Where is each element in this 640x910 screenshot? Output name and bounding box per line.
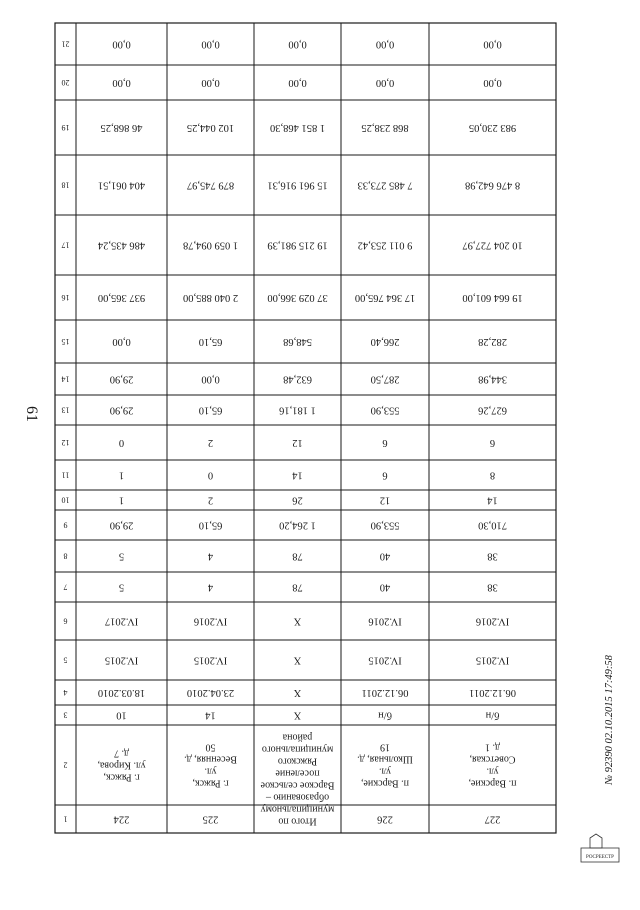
column-number-2: 2: [63, 760, 68, 770]
cell-r2-c1: 225: [202, 813, 219, 825]
cell-r5-c2: [468, 742, 516, 789]
cell-r3-c15: 548,68: [283, 336, 312, 347]
cell-r3-c19: 1 851 468,30: [269, 122, 326, 133]
cell-r4-c3: б/н: [378, 709, 392, 721]
cell-r5-c13: 627,26: [478, 404, 507, 416]
cell-r5-c2-line: Советская,: [469, 753, 516, 765]
column-number-13: 13: [61, 405, 70, 415]
column-number-15: 15: [61, 337, 70, 346]
cell-r4-c11: 6: [382, 469, 388, 481]
column-number-7: 7: [63, 582, 68, 592]
column-number-14: 14: [61, 374, 70, 384]
logo-text: РОСРЕЕСТР: [586, 855, 614, 860]
cell-r1-c3: 10: [116, 709, 127, 721]
rosreestr-logo: [581, 834, 619, 862]
cell-r4-c17: 9 011 253,42: [357, 239, 413, 251]
cell-r1-c19: 46 868,25: [100, 122, 143, 133]
cell-r3-c11: 14: [292, 469, 303, 481]
cell-r2-c17: 1 059 094,78: [182, 239, 239, 251]
cell-r3-c1: [260, 732, 334, 827]
cell-r3-c10: 26: [292, 494, 303, 506]
cell-r5-c6: IV.2016: [475, 615, 510, 627]
table-border: [55, 23, 556, 833]
cell-r2-c2-line: г. Ряжск,: [192, 777, 229, 789]
page-number: 61: [23, 406, 40, 422]
cell-r5-c4: 06.12.2011: [469, 687, 516, 698]
cell-r5-c11: 8: [489, 469, 496, 481]
cell-r3-c1-line: муниципальному: [260, 803, 335, 815]
cell-r1-c1: 224: [113, 813, 130, 825]
cell-r4-c2-line: 19: [380, 741, 390, 753]
cell-r1-c16: 937 365,00: [97, 292, 146, 303]
cell-r4-c5: IV.2015: [368, 654, 402, 666]
column-number-11: 11: [61, 470, 70, 480]
cell-r3-c1-line: муниципального: [261, 743, 334, 755]
cell-r2-c7: 4: [207, 581, 214, 593]
cell-r1-c14: 29,90: [109, 373, 134, 385]
cell-r4-c20: 0,00: [375, 77, 395, 88]
cell-r3-c20: 0,00: [288, 77, 307, 88]
cell-r1-c12: 0: [118, 437, 125, 448]
cell-r3-c12: 12: [292, 437, 303, 448]
column-number-1: 1: [63, 814, 68, 824]
registration-stamp: № 92390 02.10.2015 17:49:58: [604, 655, 615, 785]
cell-r4-c2-line: ул.: [378, 765, 392, 777]
cell-r3-c4: X: [293, 687, 302, 698]
cell-r2-c15: 65,10: [198, 336, 223, 347]
cell-r1-c2-line: ул. Кирова,: [97, 759, 146, 771]
cell-r3-c5: X: [293, 654, 302, 666]
cell-r2-c10: 2: [207, 494, 214, 506]
cell-r5-c1: 227: [484, 813, 501, 825]
cell-r5-c16: 19 664 601,00: [462, 292, 523, 303]
cell-r1-c11: 1: [118, 469, 125, 481]
cell-r3-c1-line: поселение: [275, 767, 320, 779]
cell-r3-c3: X: [293, 709, 302, 721]
cell-r4-c10: 12: [379, 494, 391, 506]
cell-r1-c21: 0,00: [112, 38, 131, 50]
column-number-19: 19: [61, 123, 70, 132]
cell-r1-c5: IV.2015: [104, 654, 139, 666]
cell-r3-c8: 78: [292, 550, 303, 562]
cell-r4-c6: IV.2016: [368, 615, 402, 627]
column-number-18: 18: [61, 180, 70, 190]
cell-r3-c18: 15 961 916,31: [267, 179, 328, 191]
cell-r2-c19: 102 044,25: [186, 122, 235, 133]
cell-r4-c14: 287,50: [370, 373, 400, 385]
column-number-17: 17: [61, 240, 70, 250]
cell-r2-c8: 4: [207, 550, 214, 562]
cell-r2-c12: 2: [207, 437, 214, 448]
cell-r3-c14: 632,48: [283, 373, 312, 385]
cell-r4-c8: 40: [379, 550, 391, 562]
cell-r3-c9: 1 264,20: [279, 519, 316, 531]
cell-r3-c1-line: района: [282, 731, 313, 743]
cell-r5-c18: 8 476 642,98: [464, 179, 521, 191]
cell-r3-c7: 78: [292, 581, 303, 593]
cell-r2-c18: 879 745,97: [186, 179, 235, 191]
cell-r3-c17: 19 215 981,39: [267, 239, 328, 251]
cell-r1-c15: 0,00: [112, 336, 131, 347]
cell-r4-c21: 0,00: [375, 38, 395, 50]
cell-r4-c7: 40: [379, 581, 391, 593]
cell-r3-c1-line: образованию –: [265, 791, 330, 803]
cell-r4-c15: 266,40: [370, 336, 400, 347]
cell-r5-c12: 6: [489, 437, 496, 448]
cell-r5-c17: 10 204 727,97: [462, 239, 523, 251]
column-number-8: 8: [63, 551, 68, 561]
cell-r3-c21: 0,00: [288, 38, 307, 50]
cell-r5-c19: 983 230,05: [468, 122, 517, 133]
cell-r1-c13: 29,90: [109, 404, 134, 416]
column-number-21: 21: [61, 39, 70, 49]
cell-r4-c4: 06.12.2011: [361, 687, 409, 698]
cell-r3-c16: 37 029 366,00: [267, 292, 328, 303]
cell-r4-c1: 226: [377, 813, 393, 825]
cell-r2-c3: 14: [205, 709, 216, 721]
cell-r1-c8: 5: [118, 550, 125, 562]
cell-r2-c2: [184, 742, 237, 789]
column-number-3: 3: [63, 710, 68, 720]
cell-r3-c1-line: Варское сельское: [260, 779, 335, 791]
cell-r5-c8: 38: [487, 550, 498, 562]
cell-r4-c19: 868 238,25: [361, 122, 409, 133]
cell-r2-c6: IV.2016: [193, 615, 228, 627]
cell-r5-c20: 0,00: [483, 77, 502, 88]
cell-r2-c13: 65,10: [198, 404, 223, 416]
cell-r2-c11: 0: [207, 469, 214, 481]
cell-r5-c7: 38: [487, 581, 498, 593]
cell-r5-c15: 282,28: [478, 336, 507, 347]
column-number-12: 12: [61, 438, 70, 447]
cell-r2-c5: IV.2015: [193, 654, 228, 666]
cell-r1-c10: 1: [118, 494, 125, 506]
cell-r5-c2-line: п. Варские,: [468, 777, 517, 789]
cell-r2-c16: 2 040 885,00: [182, 292, 239, 303]
cell-r2-c2-line: ул.: [204, 765, 217, 777]
cell-r5-c2-line: ул.: [486, 765, 499, 777]
cell-r1-c2: [97, 748, 145, 783]
cell-r2-c4: 23.04.2010: [186, 687, 235, 698]
cell-r2-c20: 0,00: [201, 77, 220, 88]
cell-r1-c9: 29,90: [109, 519, 134, 531]
cell-r5-c3: б/н: [485, 709, 500, 721]
cell-r4-c2: [357, 742, 413, 789]
cell-r2-c9: 65,10: [198, 519, 223, 531]
cell-r1-c18: 404 061,51: [97, 179, 146, 191]
cell-r1-c2-line: г. Ряжск,: [103, 771, 140, 783]
cell-r1-c2-line: д. 7: [113, 747, 130, 759]
cell-r2-c14: 0,00: [201, 373, 220, 385]
cell-r3-c6: X: [293, 615, 302, 627]
cell-r1-c6: IV.2017: [104, 615, 139, 627]
column-number-9: 9: [63, 520, 68, 530]
cell-r4-c12: 6: [382, 437, 388, 448]
cell-r1-c4: 18.03.2010: [97, 687, 146, 698]
cell-r2-c2-line: 50: [205, 741, 216, 753]
cell-r4-c13: 553,90: [370, 404, 400, 416]
cell-r4-c2-line: п. Варские,: [360, 777, 410, 789]
column-number-20: 20: [61, 78, 70, 87]
cell-r1-c17: 486 435,24: [97, 239, 146, 251]
cell-r4-c16: 17 364 765,00: [354, 292, 416, 303]
cell-r2-c2-line: Весенняя, д.: [184, 753, 237, 765]
cell-r1-c7: 5: [118, 581, 125, 593]
cell-r5-c10: 14: [487, 494, 498, 506]
cell-r5-c5: IV.2015: [475, 654, 510, 666]
cell-r4-c18: 7 485 273,33: [357, 179, 413, 191]
table-grid: [55, 23, 556, 833]
cell-r1-c20: 0,00: [112, 77, 131, 88]
cell-r3-c1-line: Ряжского: [277, 755, 318, 767]
cell-r3-c13: 1 181,16: [279, 404, 316, 416]
cell-r5-c21: 0,00: [483, 38, 502, 50]
cell-r5-c14: 344,98: [478, 373, 507, 385]
column-number-4: 4: [63, 688, 68, 697]
cell-r3-c1-line: Итого по: [278, 815, 317, 827]
column-number-5: 5: [63, 655, 68, 665]
cell-r4-c9: 553,90: [370, 519, 400, 531]
building-icon: [590, 834, 602, 848]
column-number-6: 6: [63, 616, 68, 626]
cell-r2-c21: 0,00: [201, 38, 220, 50]
table-cells: [62, 39, 523, 827]
cell-r5-c2-line: д. 1: [484, 741, 501, 753]
cell-r4-c2-line: Школьная, д.: [357, 753, 413, 765]
cell-r5-c9: 710,30: [478, 519, 507, 531]
column-number-16: 16: [61, 293, 70, 302]
column-number-10: 10: [61, 495, 70, 505]
